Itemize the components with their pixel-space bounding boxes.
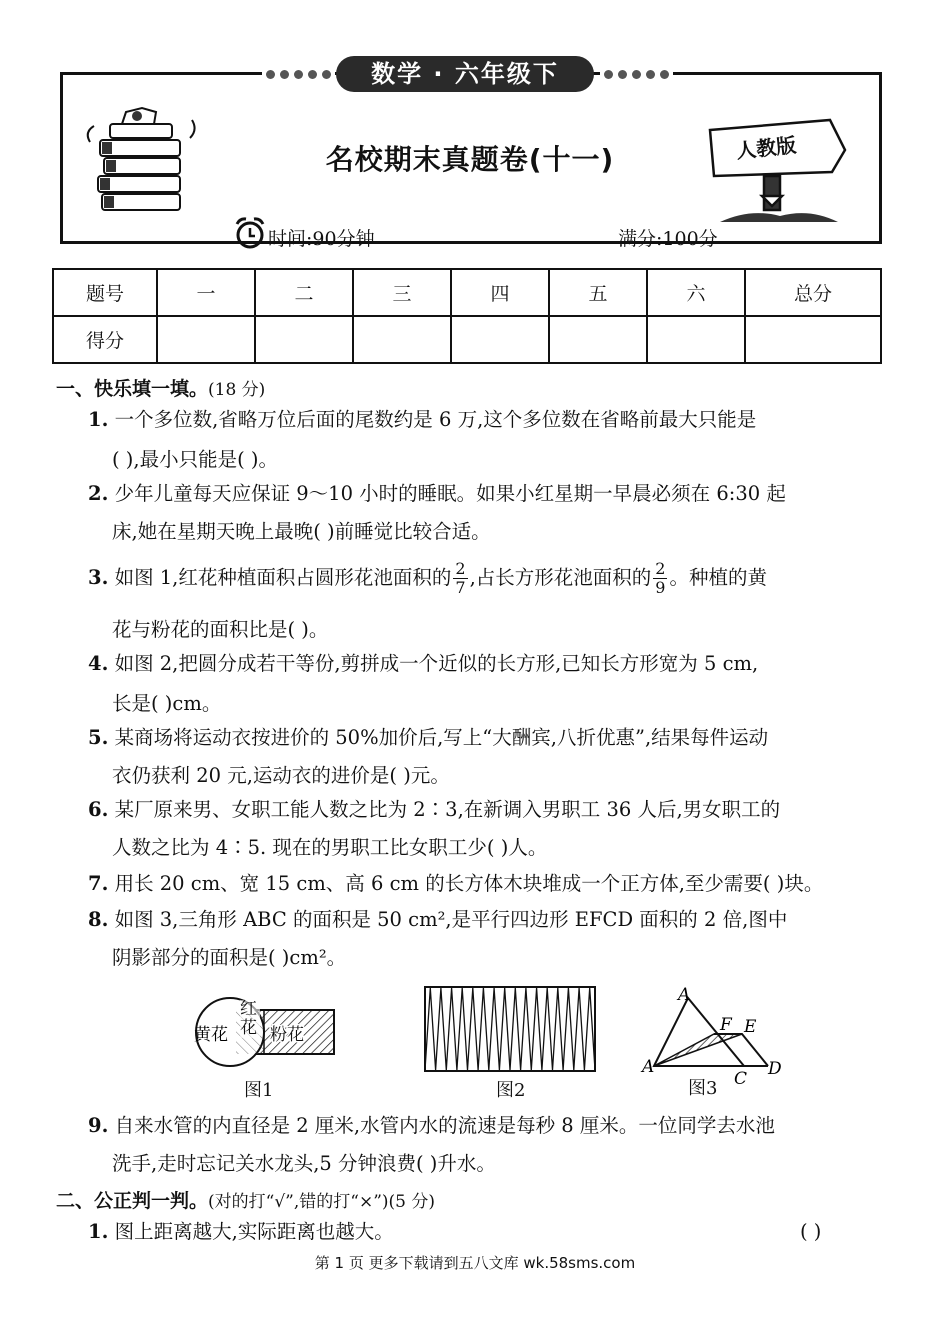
section-2-title: 二、公正判一判。	[56, 1190, 209, 1212]
page-footer: 第 1 页 更多下载请到五八文库 wk.58sms.com	[314, 1254, 636, 1272]
question-5-line-2: 衣仍获利 20 元,运动衣的进价是( )元。	[112, 764, 450, 787]
score-table-score-row	[53, 316, 881, 363]
question-text: 。种植的黄	[669, 566, 767, 589]
question-8	[88, 900, 787, 940]
table-header-cell: 一	[157, 269, 255, 316]
question-text: ,占长方形花池面积的	[469, 566, 652, 589]
decor-dots-right	[600, 66, 673, 82]
figure-2-diagram	[424, 986, 596, 1072]
score-cell[interactable]	[451, 316, 549, 363]
question-number: 2.	[88, 482, 109, 505]
section-1-title: 一、快乐填一填。	[56, 378, 209, 400]
paper-title: 名校期末真题卷(十一)	[325, 143, 615, 176]
question-text: 如图 3,三角形 ABC 的面积是 50 cm²,是平行四边形 EFCD 面积的 2 倍,图中	[114, 908, 788, 931]
figure-1-diagram	[190, 996, 340, 1076]
score-cell[interactable]	[255, 316, 353, 363]
signpost-icon	[700, 110, 850, 230]
question-text: 一个多位数,省略万位后面的尾数约是 6 万,这个多位数在省略前最大只能是	[114, 408, 757, 431]
question-text: 某厂原来男、女职工能人数之比为 2∶3,在新调入男职工 36 人后,男女职工的	[114, 798, 781, 821]
fig3-point-e: E	[744, 1017, 757, 1037]
table-header-cell: 总分	[745, 269, 881, 316]
judge-question-1	[88, 1212, 394, 1252]
fig1-pink-label: 粉花	[270, 1025, 304, 1045]
fig1-yellow-label: 黄花	[194, 1025, 228, 1045]
fig3-point-d: D	[768, 1059, 782, 1079]
question-number: 5.	[88, 726, 109, 749]
question-text: 某商场将运动衣按进价的 50%加价后,写上“大酬宾,八折优惠”,结果每件运动	[114, 726, 769, 749]
question-text: 自来水管的内直径是 2 厘米,水管内水的流速是每秒 8 厘米。一位同学去水池	[114, 1114, 775, 1137]
question-text: 图上距离越大,实际距离也越大。	[114, 1220, 394, 1243]
question-4	[88, 644, 758, 684]
score-cell[interactable]	[745, 316, 881, 363]
question-7	[88, 864, 823, 904]
table-header-cell: 四	[451, 269, 549, 316]
full-score: 满分:100分	[618, 228, 718, 250]
book-stack-icon	[82, 102, 202, 222]
question-9	[88, 1106, 775, 1146]
question-4-line-2: 长是( )cm。	[112, 692, 222, 715]
answer-bracket[interactable]: ( )	[800, 1220, 822, 1243]
question-6	[88, 790, 780, 830]
figure-3-label: 图3	[688, 1078, 718, 1099]
table-header-cell: 三	[353, 269, 451, 316]
figure-1-label: 图1	[244, 1080, 274, 1101]
question-text: 如图 1,红花种植面积占圆形花池面积的	[114, 566, 452, 589]
question-text: 如图 2,把圆分成若干等份,剪拼成一个近似的长方形,已知长方形宽为 5 cm,	[114, 652, 759, 675]
table-header-cell: 五	[549, 269, 647, 316]
question-number: 6.	[88, 798, 109, 821]
fig3-point-a-left: A	[642, 1057, 655, 1077]
question-6-line-2: 人数之比为 4∶5. 现在的男职工比女职工少( )人。	[112, 836, 548, 859]
score-table	[52, 268, 882, 364]
question-3	[88, 558, 767, 598]
fraction-two-sevenths: $\frac{2}{7}$	[455, 559, 466, 597]
score-cell[interactable]	[353, 316, 451, 363]
question-1	[88, 400, 756, 440]
question-number: 8.	[88, 908, 109, 931]
question-2	[88, 474, 786, 514]
question-5	[88, 718, 768, 758]
question-8-line-2: 阴影部分的面积是( )cm²。	[112, 946, 347, 969]
fig3-point-f: F	[720, 1015, 732, 1035]
question-number: 9.	[88, 1114, 109, 1137]
score-cell[interactable]	[157, 316, 255, 363]
figure-3-diagram	[640, 986, 790, 1086]
fraction-two-ninths: $\frac{2}{9}$	[655, 559, 666, 597]
question-number: 1.	[88, 408, 109, 431]
table-row-label: 得分	[53, 316, 157, 363]
fig1-red-label: 红花	[240, 1000, 260, 1038]
section-1-points: (18 分)	[208, 380, 266, 400]
question-1-line-2: ( ),最小只能是( )。	[112, 448, 279, 471]
fig3-point-a-top: A	[678, 986, 691, 1005]
time-limit: 时间:90分钟	[268, 228, 375, 250]
table-header-cell: 题号	[53, 269, 157, 316]
alarm-clock-icon	[234, 216, 266, 250]
question-number: 4.	[88, 652, 109, 675]
figure-2-label: 图2	[496, 1080, 526, 1101]
series-title: 数学 · 六年级下	[336, 56, 594, 92]
question-text: 用长 20 cm、宽 15 cm、高 6 cm 的长方体木块堆成一个正方体,至少需要( )块。	[114, 872, 824, 895]
fig3-point-c: C	[734, 1069, 748, 1086]
score-table-header-row	[53, 269, 881, 316]
section-1-heading	[56, 374, 265, 401]
decor-dots-left	[262, 66, 335, 82]
question-number: 1.	[88, 1220, 109, 1243]
section-2-heading	[56, 1186, 435, 1213]
table-header-cell: 六	[647, 269, 745, 316]
question-3-line-2: 花与粉花的面积比是( )。	[112, 618, 329, 641]
question-number: 7.	[88, 872, 109, 895]
score-cell[interactable]	[647, 316, 745, 363]
question-text: 少年儿童每天应保证 9～10 小时的睡眠。如果小红星期一早晨必须在 6:30 起	[114, 482, 786, 505]
section-2-points: (对的打“√”,错的打“×”)(5 分)	[208, 1192, 436, 1212]
score-cell[interactable]	[549, 316, 647, 363]
question-number: 3.	[88, 566, 109, 589]
table-header-cell: 二	[255, 269, 353, 316]
question-2-line-2: 床,她在星期天晚上最晚( )前睡觉比较合适。	[112, 520, 491, 543]
edition-label: 人教版	[735, 132, 798, 164]
question-9-line-2: 洗手,走时忘记关水龙头,5 分钟浪费( )升水。	[112, 1152, 496, 1175]
